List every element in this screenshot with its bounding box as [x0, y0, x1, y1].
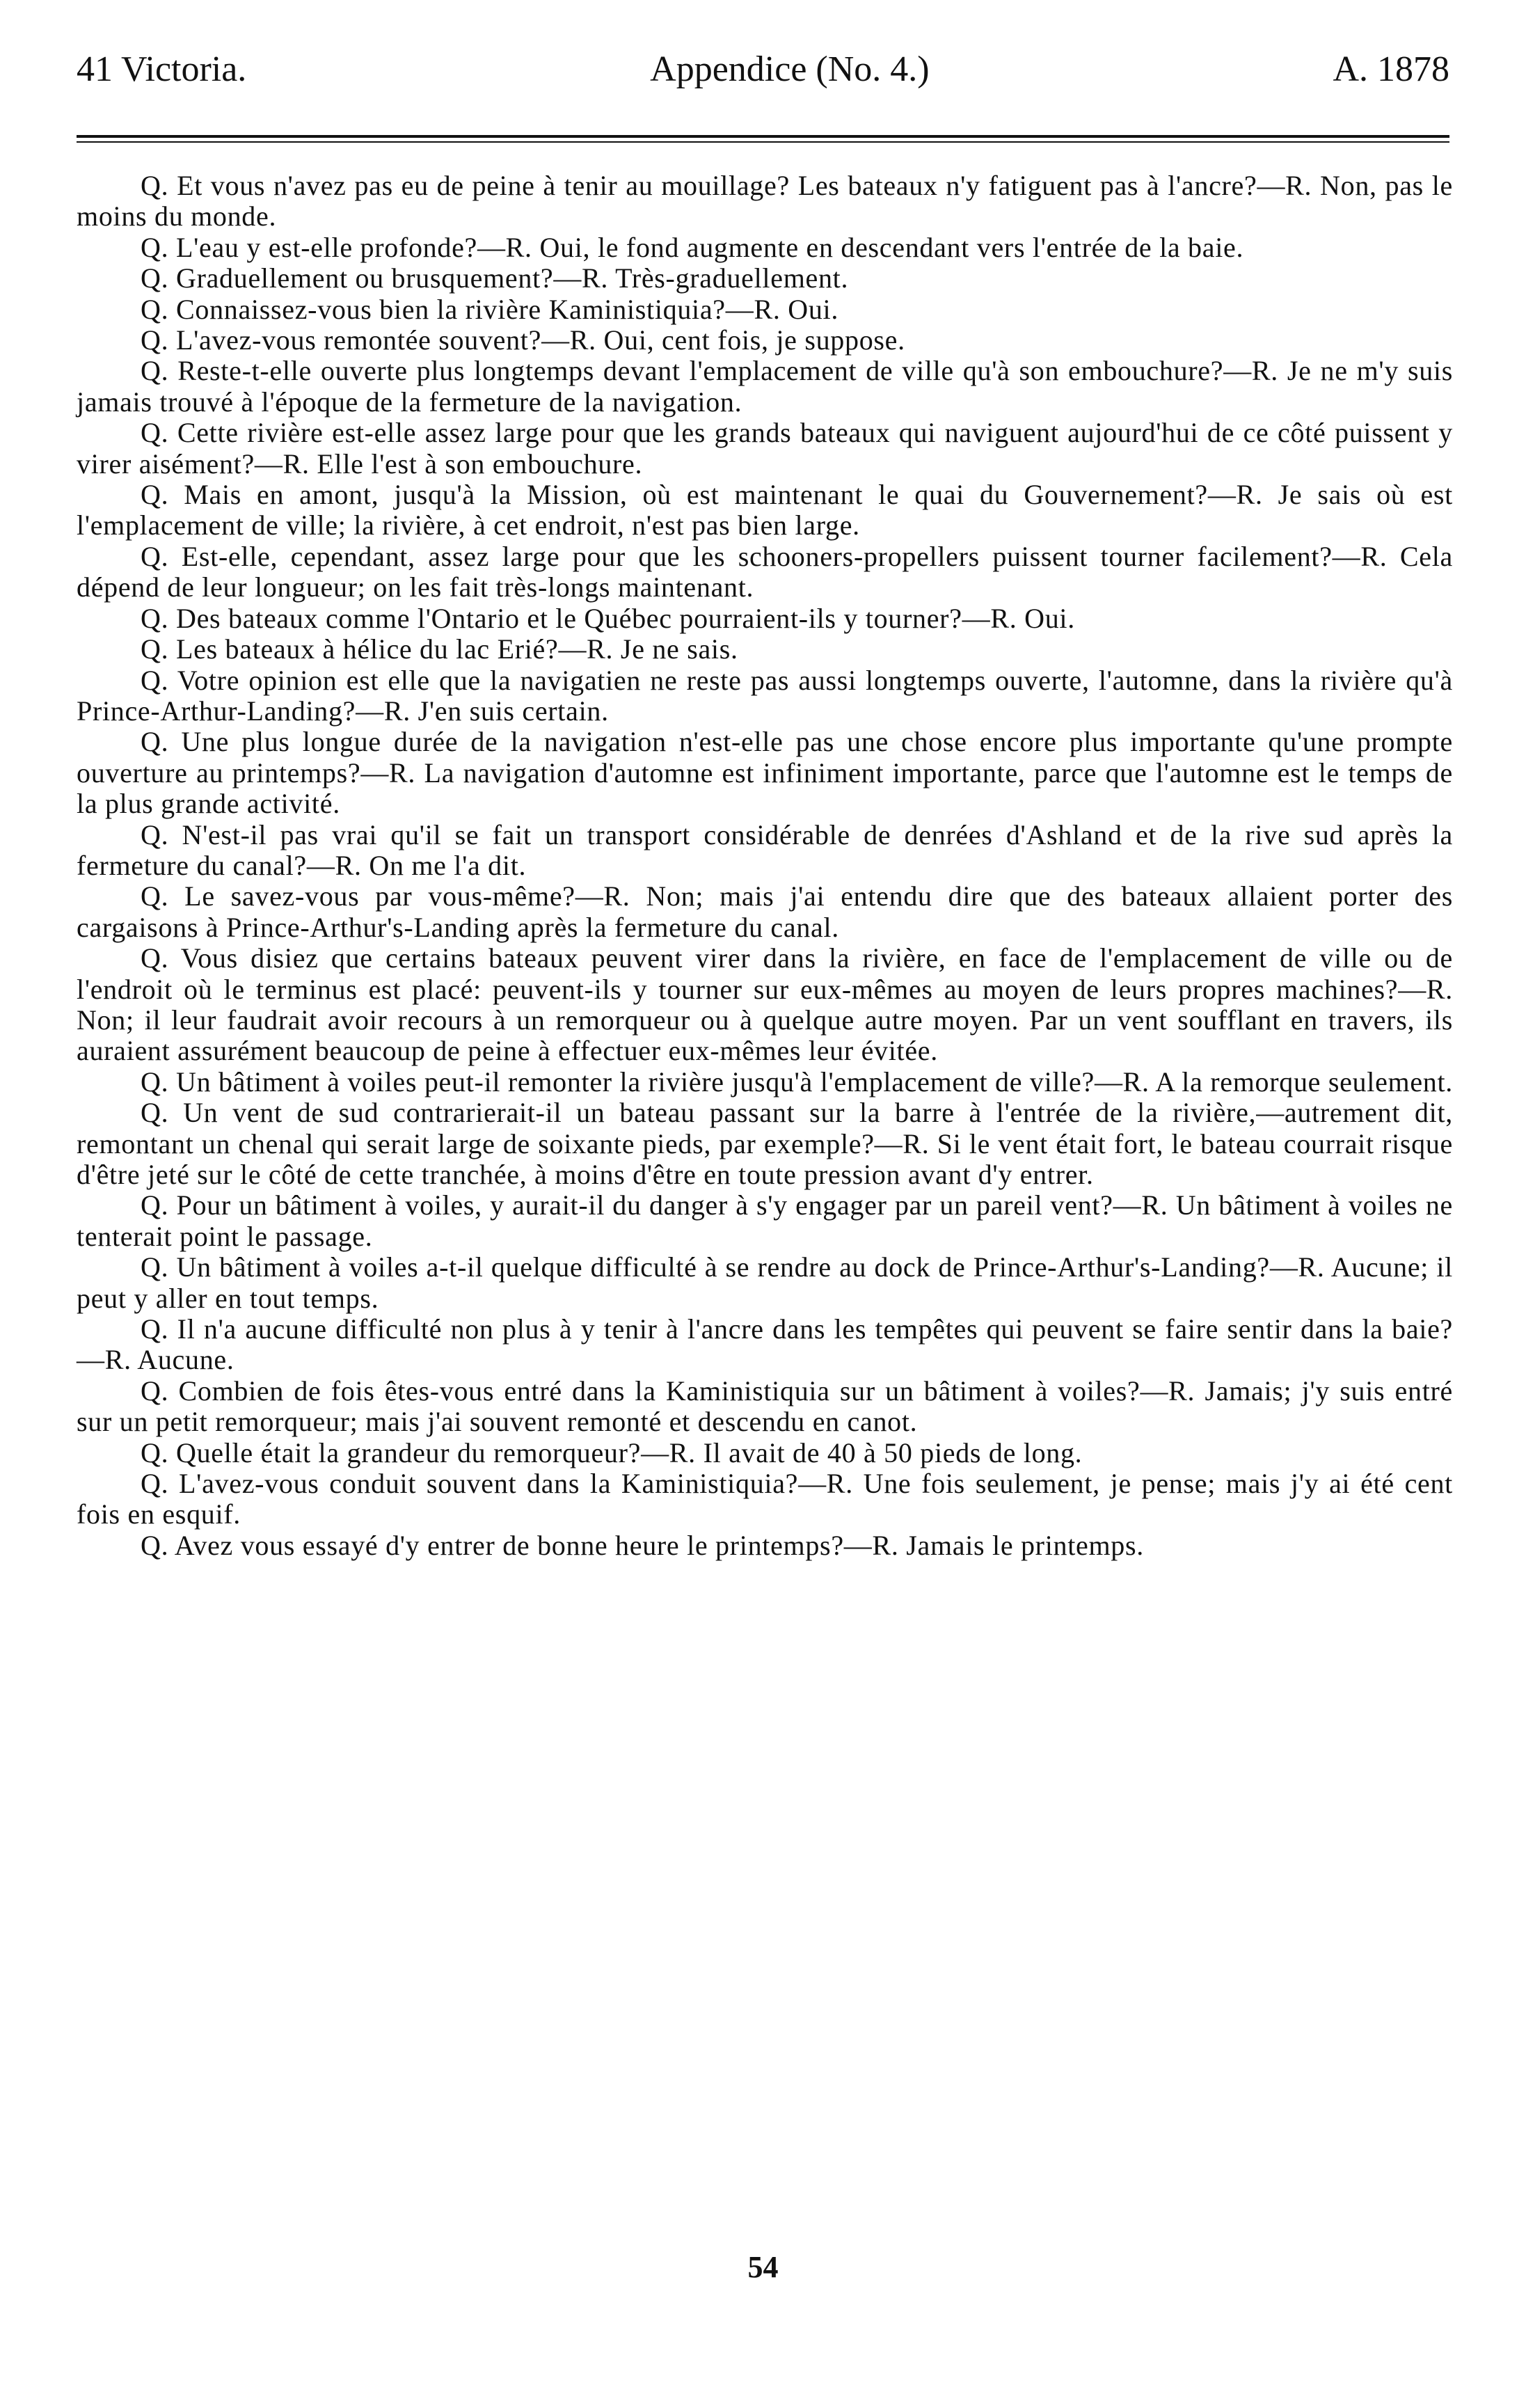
qa-paragraph: Q. Une plus longue durée de la navigation n'est-elle pas une chose encore plus importante qu'une prompte ouverture au printemps?—R. La navigation d'automne est infiniment importante, parce que l'automne est le temps de la plus grande activité. [77, 726, 1453, 820]
qa-paragraph: Q. Il n'a aucune difficulté non plus à y tenir à l'ancre dans les tempêtes qui peuvent se faire sentir dans la baie?—R. Aucune. [77, 1313, 1453, 1376]
qa-paragraph: Q. Et vous n'avez pas eu de peine à tenir au mouillage? Les bateaux n'y fatiguent pas à l'ancre?—R. Non, pas le moins du monde. [77, 170, 1453, 232]
header-volume: 41 Victoria. [77, 49, 247, 89]
qa-paragraph: Q. Les bateaux à hélice du lac Erié?—R. Je ne sais. [141, 633, 738, 665]
qa-paragraph: Q. Votre opinion est elle que la navigatien ne reste pas aussi longtemps ouverte, l'automne, dans la rivière qu'à Prince-Arthur-Landing?—R. J'en suis certain. [77, 664, 1453, 727]
qa-paragraph: Q. Un bâtiment à voiles peut-il remonter la rivière jusqu'à l'emplacement de ville?—R. A la remorque seulement. [141, 1066, 1454, 1098]
qa-paragraph: Q. Connaissez-vous bien la rivière Kaministiquia?—R. Oui. [141, 293, 839, 325]
qa-paragraph: Q. Cette rivière est-elle assez large pour que les grands bateaux qui naviguent aujourd'hui de ce côté puissent y virer aisément?—R. Elle l'est à son embouchure. [77, 417, 1453, 480]
qa-paragraph: Q. Quelle était la grandeur du remorqueur?—R. Il avait de 40 à 50 pieds de long. [141, 1436, 1083, 1468]
running-header [77, 49, 1449, 97]
qa-paragraph: Q. N'est-il pas vrai qu'il se fait un transport considérable de denrées d'Ashland et de la rive sud après la fermeture du canal?—R. On me l'a dit. [77, 818, 1453, 881]
qa-paragraph: Q. Avez vous essayé d'y entrer de bonne heure le printemps?—R. Jamais le printemps. [141, 1529, 1144, 1561]
testimony-body [77, 171, 1453, 1561]
qa-paragraph: Q. Un vent de sud contrarierait-il un bateau passant sur la barre à l'entrée de la rivière,—autrement dit, remontant un chenal qui serait large de soixante pieds, par exemple?—R. Si le vent était fort, le bateau courrait risque d'être jeté sur le côté de cette tranchée, à moins d'être en toute pression avant d'y entrer. [77, 1097, 1453, 1190]
qa-paragraph: Q. Reste-t-elle ouverte plus longtemps devant l'emplacement de ville qu'à son embouchure?—R. Je ne m'y suis jamais trouvé à l'époque de la fermeture de la navigation. [77, 355, 1453, 418]
header-rule-thin [77, 141, 1449, 143]
page-number: 54 [747, 2250, 779, 2284]
qa-paragraph: Q. Combien de fois êtes-vous entré dans la Kaministiquia sur un bâtiment à voiles?—R. Jamais; j'y suis entré sur un petit remorqueur; mais j'ai souvent remonté et descendu en canot. [77, 1375, 1453, 1438]
qa-paragraph: Q. Est-elle, cependant, assez large pour que les schooners-propellers puissent tourner facilement?—R. Cela dépend de leur longueur; on les fait très-longs maintenant. [77, 540, 1453, 603]
qa-paragraph: Q. L'avez-vous remontée souvent?—R. Oui, cent fois, je suppose. [141, 324, 905, 356]
qa-paragraph: Q. Des bateaux comme l'Ontario et le Québec pourraient-ils y tourner?—R. Oui. [141, 602, 1075, 634]
qa-paragraph: Q. L'avez-vous conduit souvent dans la Kaministiquia?—R. Une fois seulement, je pense; mais j'y ai été cent fois en esquif. [77, 1468, 1453, 1530]
qa-paragraph: Q. Graduellement ou brusquement?—R. Très-graduellement. [141, 262, 849, 294]
header-rule-thick [77, 135, 1449, 138]
qa-paragraph: Q. Le savez-vous par vous-même?—R. Non; mais j'ai entendu dire que des bateaux allaient porter des cargaisons à Prince-Arthur's-Landing après la fermeture du canal. [77, 880, 1453, 943]
header-year: A. 1878 [1333, 49, 1449, 89]
qa-paragraph: Q. L'eau y est-elle profonde?—R. Oui, le fond augmente en descendant vers l'entrée de la baie. [141, 231, 1244, 263]
qa-paragraph: Q. Un bâtiment à voiles a-t-il quelque difficulté à se rendre au dock de Prince-Arthur's-Landing?—R. Aucune; il peut y aller en tout temps. [77, 1251, 1453, 1314]
qa-paragraph: Q. Pour un bâtiment à voiles, y aurait-il du danger à s'y engager par un pareil vent?—R. Un bâtiment à voiles ne tenterait point le passage. [77, 1189, 1453, 1252]
qa-paragraph: Q. Mais en amont, jusqu'à la Mission, où est maintenant le quai du Gouvernement?—R. Je sais où est l'emplacement de ville; la rivière, à cet endroit, n'est pas bien large. [77, 479, 1453, 541]
header-appendix: Appendice (No. 4.) [650, 49, 930, 89]
qa-paragraph: Q. Vous disiez que certains bateaux peuvent virer dans la rivière, en face de l'emplacement de ville ou de l'endroit où le terminus est placé: peuvent-ils y tourner sur eux-mêmes au moyen de leurs propres machines?—R. Non; il leur faudrait avoir recours à un remorqueur ou à quelque autre moyen. Par un vent soufflant en travers, ils auraient assurément beaucoup de peine à effectuer eux-mêmes leur évitée. [77, 942, 1453, 1067]
